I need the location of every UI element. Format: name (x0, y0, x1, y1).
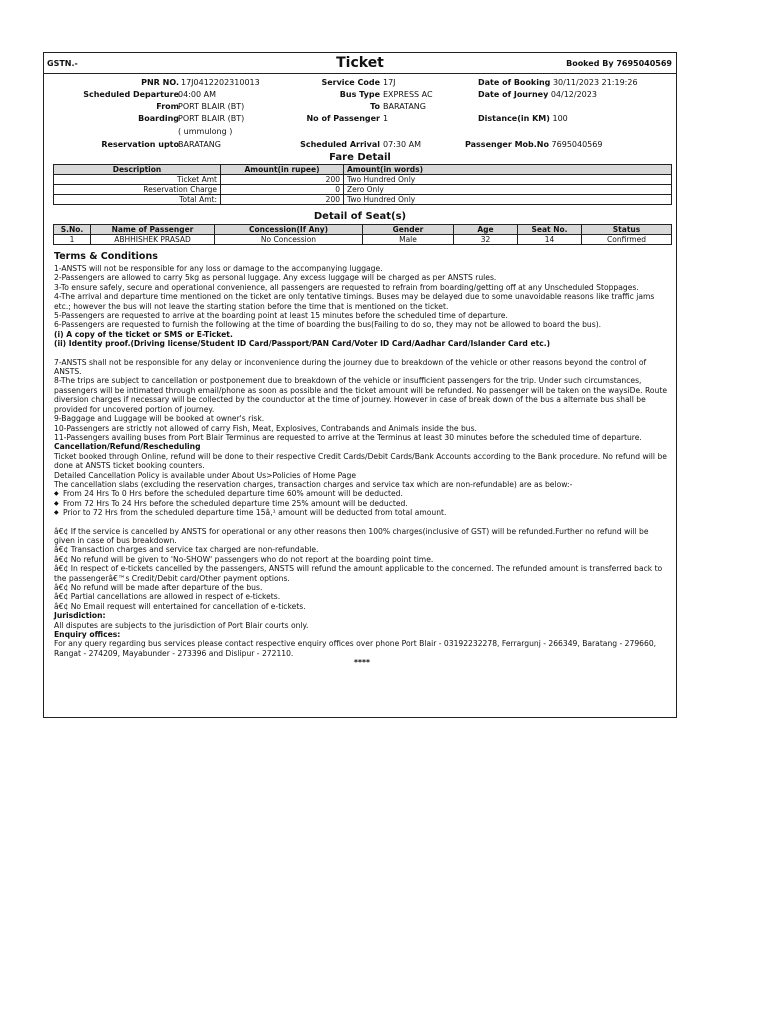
seat-cell: 32 (454, 235, 518, 245)
term-item: 4-The arrival and departure time mentioned on the ticket are only tentative timings. Buses may be delayed due to some unavoidable reasons like traffic jams etc.; however the bus will not leave the starting station before the time that is mentioned on the ticket. (54, 292, 655, 311)
nop-value: 1 (383, 114, 389, 123)
service-value: 17J (383, 78, 396, 87)
jurisdiction-heading: Jurisdiction: (54, 611, 106, 621)
seat-col-concession: Concession(If Any) (215, 225, 363, 235)
fare-row (54, 185, 672, 195)
sched-dep-value: 04:00 AM (178, 90, 216, 99)
terms-section (54, 251, 670, 668)
seat-detail-title: Detail of Seat(s) (313, 211, 407, 222)
seat-cell: No Concession (215, 235, 363, 245)
header-divider (44, 73, 676, 74)
note-item: â€¢ Transaction charges and service tax charged are non-refundable. (54, 545, 319, 555)
seat-cell: Confirmed (582, 235, 672, 245)
seat-row (54, 235, 672, 245)
note-item: â€¢ No refund will be made after departure of the bus. (54, 583, 263, 592)
date-of-booking: Date of Booking 30/11/2023 21:19:26 (478, 78, 638, 87)
terms-heading: Terms & Conditions (54, 251, 158, 262)
boarding-sub: ( ummulong ) (178, 127, 233, 136)
seat-table (53, 224, 672, 245)
res-upto-label: Reservation upto (101, 140, 179, 149)
sched-arr-label: Scheduled Arrival (300, 140, 380, 149)
bus-type-value: EXPRESS AC (383, 90, 433, 99)
bus-type-label: Bus Type (339, 90, 380, 99)
fare-cell: Two Hundred Only (344, 195, 672, 205)
term-item: 8-The trips are subject to cancellation or postponement due to breakdown of the vehicle or insufficient passengers for the trip. Under such circumstances, passengers will be intimated through email/phone as soon as possible and the ticket amount will be refunded. No passenger will be taken on the waysiDe. Route diversion charges if necessary will be collected by the counductor at the time of journey. However in case of break down of the bus a alternate bus shall be provided for uncovered portion of journey. (54, 376, 668, 414)
spacer (54, 518, 670, 527)
slab-item: ◆ From 24 Hrs To 0 Hrs before the scheduled departure time 60% amount will be deducted. (54, 489, 670, 498)
fare-row (54, 175, 672, 185)
fare-row (54, 195, 672, 205)
enquiry-text: For any query regarding bus services please contact respective enquiry offices over phone Port Blair - 03192232278, Ferrargunj - 266349, Baratang - 279660, Rangat - 274209, Mayabunder - 273396 and Dislipur - 272110. (54, 639, 657, 658)
ticket-header (44, 53, 676, 73)
seat-col-age: Age (454, 225, 518, 235)
gstn-label: GSTN.- (47, 59, 78, 68)
date-of-journey: Date of Journey 04/12/2023 (478, 90, 597, 99)
jurisdiction-text: All disputes are subjects to the jurisdiction of Port Blair courts only. (54, 620, 309, 630)
fare-cell: Zero Only (344, 185, 672, 195)
term-item: 10-Passengers are strictly not allowed of carry Fish, Meat, Explosives, Contrabands and Animals inside the bus. (54, 423, 477, 433)
seat-col-seat-no: Seat No. (518, 225, 582, 235)
pnr-value: 17J0412202310013 (181, 78, 260, 87)
seat-header-row (54, 225, 672, 235)
term-item: 9-Baggage and Luggage will be booked at owner's risk. (54, 414, 265, 424)
note-item: â€¢ No Email request will entertained for cancellation of e-tickets. (54, 601, 306, 611)
pnr-label: PNR NO. (141, 78, 179, 87)
fare-detail-title: Fare Detail (329, 152, 391, 163)
cancellation-heading: Cancellation/Refund/Rescheduling (54, 442, 201, 452)
seat-col-status: Status (582, 225, 672, 235)
nop-label: No of Passenger (306, 114, 380, 123)
distance: Distance(in KM) 100 (478, 114, 568, 123)
term-item: 3-To ensure safely, secure and operational convenience, all passengers are requested to refrain from boarding/getting off at any Unscheduled Stoppages. (54, 282, 639, 292)
term-item: 5-Passengers are requested to arrive at the boarding point at least 15 minutes before the scheduled time of departure. (54, 311, 508, 321)
to-value: BARATANG (383, 102, 426, 111)
term-item: (i) A copy of the ticket or SMS or E-Ticket. (54, 329, 233, 339)
boarding-label: Boarding (138, 114, 179, 123)
term-item: 7-ANSTS shall not be responsible for any delay or inconvenience during the journey due to breakdown of the vehicle or other reasons beyond the control of ANSTS. (54, 357, 647, 377)
slab-item: ◆ From 72 Hrs To 24 Hrs before the scheduled departure time 25% amount will be deducted. (54, 499, 670, 508)
fare-cell: Two Hundred Only (344, 175, 672, 185)
cancel-item: Ticket booked through Online, refund will be done to their respective Credit Cards/Debit Cards/Bank Accounts according to the Bank procedure. No refund will be done at ANSTS ticket booking counters. (54, 451, 667, 471)
enquiry-heading: Enquiry offices: (54, 630, 121, 640)
note-item: â€¢ Partial cancellations are allowed in respect of e-tickets. (54, 592, 281, 602)
ticket (43, 52, 677, 718)
spacer (54, 349, 670, 358)
term-item: (ii) Identity proof.(Driving license/Student ID Card/Passport/PAN Card/Voter ID Card/Aadhar Card/Islander Card etc.) (54, 339, 551, 349)
fare-cell: Reservation Charge (54, 185, 221, 195)
seat-col-name: Name of Passenger (91, 225, 215, 235)
end-stars: **** (354, 658, 370, 668)
fare-cell: Ticket Amt (54, 175, 221, 185)
slab-item: ◆ Prior to 72 Hrs from the scheduled departure time 15â,¹ amount will be deducted from total amount. (54, 508, 670, 517)
term-item: 2-Passengers are allowed to carry 5kg as personal luggage. Any excess luggage will be charged as per ANSTS rules. (54, 273, 497, 283)
seat-cell: ABHHISHEK PRASAD (91, 235, 215, 245)
seat-col-sno: S.No. (54, 225, 91, 235)
term-item: 6-Passengers are requested to furnish the following at the time of boarding the bus(Failing to do so, they may not be allowed to board the bus). (54, 320, 602, 330)
note-item: â€¢ If the service is cancelled by ANSTS for operational or any other reasons then 100% charges(inclusive of GST) will be refunded.Further no refund will be given in case of bus breakdown. (54, 526, 649, 545)
page-title: Ticket (336, 55, 384, 71)
booked-by: Booked By 7695040569 (566, 59, 672, 68)
fare-cell: Total Amt: (54, 195, 221, 205)
passenger-mob: Passenger Mob.No 7695040569 (465, 140, 603, 149)
cancel-item: Detailed Cancellation Policy is available under About Us>Policies of Home Page (54, 470, 357, 480)
fare-col-description: Description (54, 165, 221, 175)
term-item: 11-Passengers availing buses from Port Blair Terminus are requested to arrive at the Terminus at least 30 minutes before the scheduled time of departure. (54, 432, 642, 442)
sched-arr-value: 07:30 AM (383, 140, 421, 149)
seat-cell: 1 (54, 235, 91, 245)
to-label: To (370, 102, 380, 111)
cancel-item: The cancellation slabs (excluding the reservation charges, transaction charges and service tax which are non-refundable) are as below:- (54, 479, 573, 489)
from-value: PORT BLAIR (BT) (178, 102, 245, 111)
seat-cell: Male (363, 235, 454, 245)
note-item: â€¢ No refund will be given to 'No-SHOW' passengers who do not report at the boarding point time. (54, 554, 434, 564)
fare-col-words: Amount(in words) (344, 165, 672, 175)
term-item: 1-ANSTS will not be responsible for any loss or damage to the accompanying luggage. (54, 264, 383, 273)
fare-cell: 200 (221, 175, 344, 185)
seat-cell: 14 (518, 235, 582, 245)
fare-cell: 200 (221, 195, 344, 205)
fare-col-amount: Amount(in rupee) (221, 165, 344, 175)
service-label: Service Code (321, 78, 380, 87)
res-upto-value: BARATANG (178, 140, 221, 149)
fare-cell: 0 (221, 185, 344, 195)
boarding-value: PORT BLAIR (BT) (178, 114, 245, 123)
seat-col-gender: Gender (363, 225, 454, 235)
from-label: From (156, 102, 179, 111)
sched-dep-label: Scheduled Departure (83, 90, 179, 99)
fare-table (53, 164, 672, 205)
fare-header-row (54, 165, 672, 175)
note-item: â€¢ In respect of e-tickets cancelled by the passengers, ANSTS will refund the amount applicable to the concerned. The refunded amount is transferred back to the passengerâ€™s Credit/Debit card/Other payment options. (54, 564, 663, 583)
